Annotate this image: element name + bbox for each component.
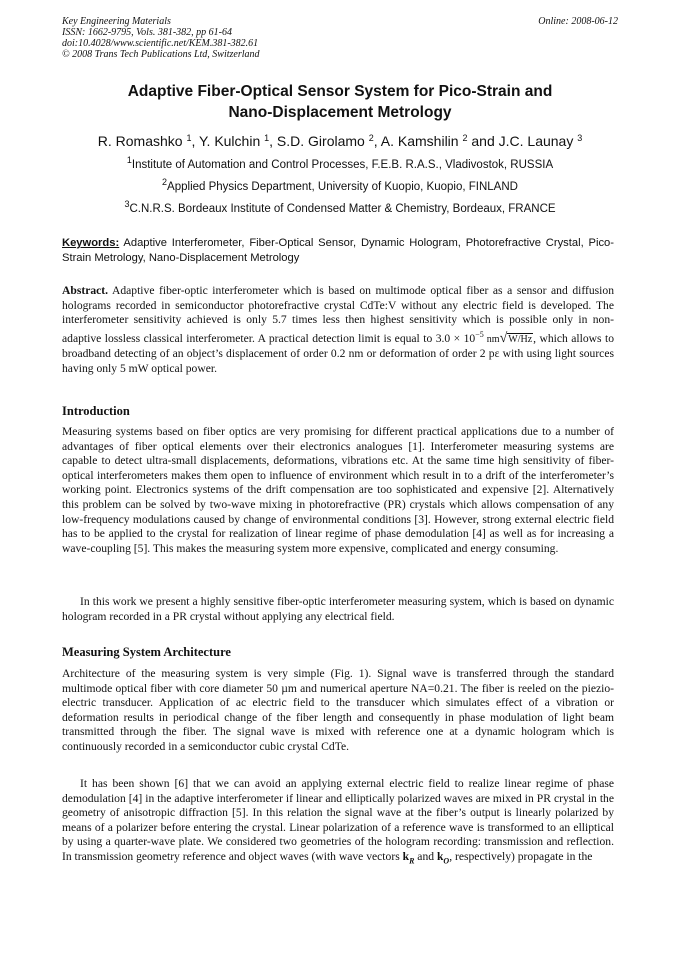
abstract-text: Adaptive fiber-optic interferometer which is based on multimode optical fiber as a sensor and diffusion holograms recorded in semiconductor photorefractive crystal CdTe:V without any electric field is developed. The interferometer sensitivity achieved is only 5.7 times less then highest sensitivity which is possible only in non-adaptive lossless classical interferometer. A practical detection limit is equal to <box>62 284 614 345</box>
wave-vector-kr <box>402 849 415 866</box>
formula-base: 3.0 × 10 <box>435 331 476 345</box>
abstract-label: Abstract. <box>62 284 109 297</box>
title-line-1: Adaptive Fiber-Optical Sensor System for Pico-Strain and <box>127 83 553 100</box>
copyright-line: © 2008 Trans Tech Publications Ltd, Switzerland <box>62 49 260 60</box>
author-affiliation-mark: 2 <box>462 133 468 143</box>
author-separator: , <box>269 133 277 149</box>
and-word: and <box>414 849 437 863</box>
architecture-paragraph-1: Architecture of the measuring system is very simple (Fig. 1). Signal wave is transferred through the standard multimode optical fiber with core diameter 50 µm and numerical aperture NA=0.21. The fiber is reeled on the piezio-electric transducer. Application of ac electric field to the transducer which simulates effect of a vibration or deformation results in periodical change of the fiber length and consequently in phase modulation of light beam transmitted through the fiber. The signal wave is mixed with reference one at a dynamic hologram which is continuously recorded in a semiconductor cubic crystal CdTe. <box>62 667 614 753</box>
author-separator: , <box>373 133 381 149</box>
author-affiliation-mark: 3 <box>577 133 583 143</box>
keywords-label: Keywords: <box>62 237 120 249</box>
sqrt-sign-icon: √ <box>499 330 508 346</box>
formula-exponent: −5 <box>475 329 484 339</box>
architecture-paragraph-2 <box>62 777 614 869</box>
author-affiliation-mark: 2 <box>368 133 374 143</box>
introduction-heading: Introduction <box>62 404 130 418</box>
issn-line: ISSN: 1662-9795, Vols. 381-382, pp 61-64 <box>62 27 232 38</box>
author-name: J.C. Launay <box>498 133 574 149</box>
affiliation-mark: 1 <box>126 155 132 165</box>
journal-name: Key Engineering Materials <box>62 16 171 27</box>
detection-limit-formula <box>435 329 533 346</box>
abstract-text-continued: , which allows to broadband detecting of an object’s displacement of order 0.2 nm or deformation of order 2 pε with using light sources having only 5 mW optical power. <box>62 331 615 375</box>
affiliation-mark: 2 <box>162 177 168 187</box>
ko-base: k <box>436 849 444 863</box>
online-date: Online: 2008-06-12 <box>538 16 618 27</box>
introduction-paragraph-1: Measuring systems based on fiber optics are very promising for different practical applications due to a number of advantages of fiber optical elements over their electronics analogues [1]. Interferometer measuring systems are capable to detect ultra-small displacements, deformations, vibrations etc. At the same time high sensitivity of fiber-optical interferometers makes them open to influence of environment which result in to a drift of the interferometer’s working point. Electronics systems of the drift compensation are too sophisticated and expensive [2]. Alternatively this problem can be solved by two-wave mixing in photorefractive (PR) crystals which allows compensation of any low-frequency modulations caused by change of environmental conditions [3]. However, strong external electric field has to be applied to the crystal for realization of linear regime of phase demodulation [4] as well as for increasing a wave-coupling [5]. This makes the measuring system more expensive, complicated and energy consuming. <box>62 425 614 555</box>
journal-header <box>62 16 618 60</box>
author-affiliation-mark: 1 <box>186 133 192 143</box>
affiliation-text: Applied Physics Department, University of Kuopio, Kuopio, FINLAND <box>167 181 518 193</box>
author-name: R. Romashko <box>97 133 183 149</box>
introduction-paragraph-2: In this work we present a highly sensitive fiber-optic interferometer measuring system, which is based on dynamic hologram recorded in a PR crystal without applying any electrical field. <box>62 595 614 623</box>
doi-line: doi:10.4028/www.scientific.net/KEM.381-382.61 <box>62 38 259 49</box>
wave-vector-ko <box>436 849 450 866</box>
author-name: Y. Kulchin <box>199 133 261 149</box>
architecture-text-end: , respectively) propagate in the <box>449 849 593 863</box>
affiliation-text: C.N.R.S. Bordeaux Institute of Condensed Matter & Chemistry, Bordeaux, FRANCE <box>129 203 556 215</box>
keywords-text: Adaptive Interferometer, Fiber-Optical Sensor, Dynamic Hologram, Photorefractive Crystal, Pico-Strain Metrology, Nano-Displacement Metrology <box>62 237 614 264</box>
author-separator: , <box>191 133 199 149</box>
ko-subscript: O <box>443 856 450 866</box>
author-list <box>62 132 618 150</box>
kr-base: k <box>402 849 410 863</box>
architecture-text: It has been shown [6] that we can avoid an applying external electric field to realize linear regime of phase demodulation [4] in the adaptive interferometer if linear and elliptically polarized waves are mixed in PR crystal in the geometry of anisotropic diffraction [5]. In this relation the signal wave at the fiber’s output is linearly polarized by means of a polarizer before entering the crystal. Linear polarization of a reference wave is transformed to an elliptical by using a quarter-wave plate. We considered two geometries of the hologram recording: transmission and reflection. In transmission geometry reference and object waves (with wave vectors <box>62 777 614 863</box>
affiliation-text: Institute of Automation and Control Processes, F.E.B. R.A.S., Vladivostok, RUSSIA <box>131 159 554 171</box>
title-line-2: Nano-Displacement Metrology <box>228 104 452 121</box>
author-name: S.D. Girolamo <box>276 133 365 149</box>
keywords <box>62 236 614 265</box>
affiliation-mark: 3 <box>124 199 130 209</box>
abstract <box>62 284 614 376</box>
architecture-heading: Measuring System Architecture <box>62 645 231 659</box>
author-conjunction: and <box>467 133 499 149</box>
affiliation-3 <box>62 199 618 216</box>
paper-title <box>62 81 618 123</box>
author-name: A. Kamshilin <box>380 133 459 149</box>
formula-unit: nm <box>483 333 500 345</box>
author-affiliation-mark: 1 <box>264 133 270 143</box>
affiliation-2 <box>62 177 618 194</box>
formula-sqrt-content: W/Hz <box>508 333 533 345</box>
affiliation-1 <box>62 155 618 172</box>
kr-subscript: R <box>409 856 415 866</box>
